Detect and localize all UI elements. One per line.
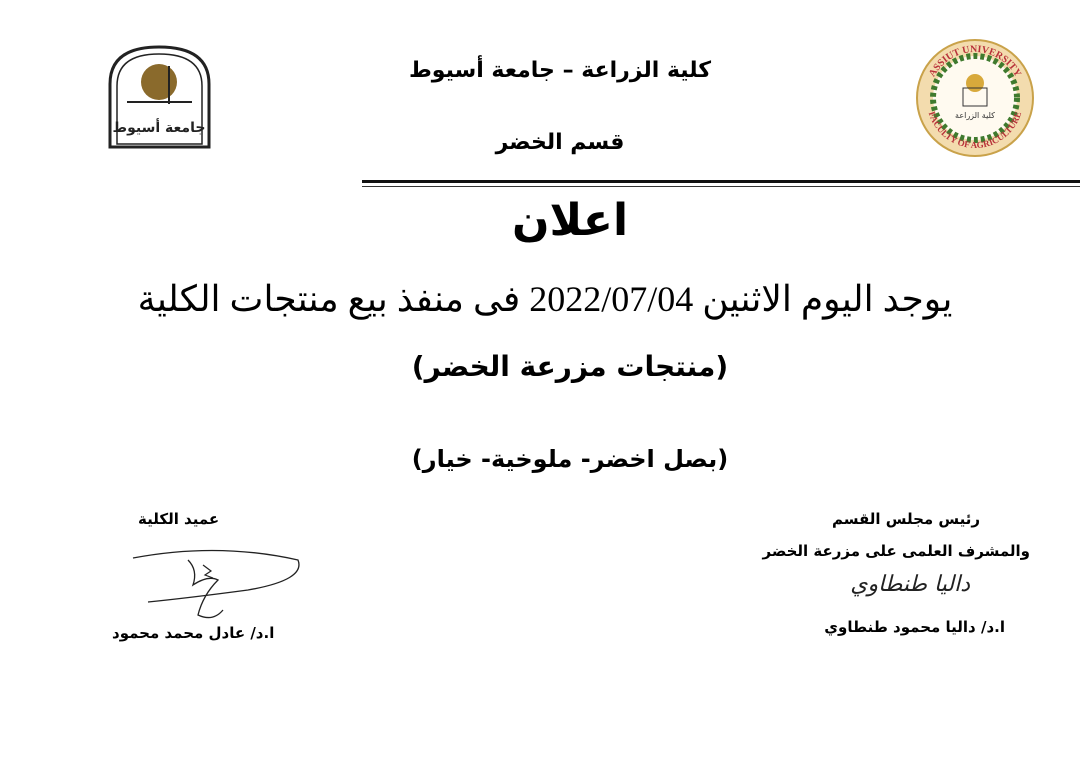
left-signatory-name: ا.د/ عادل محمد محمود <box>112 624 275 642</box>
assiut-university-logo <box>107 44 212 149</box>
right-signature: داليا طنطاوي <box>850 572 970 597</box>
assiut-faculty-seal <box>915 38 1035 158</box>
right-signatory-role: رئيس مجلس القسم <box>831 510 980 528</box>
announcement-line-date: يوجد اليوم الاثنين 2022/07/04 فى منفذ بيع منتجات الكلية <box>137 279 953 319</box>
announcement-line-products: (منتجات مزرعة الخضر) <box>411 350 729 383</box>
svg-text:FACULTY OF AGRICULTURE: FACULTY OF AGRICULTURE <box>926 110 1024 151</box>
announcement-title: اعلان <box>511 195 629 246</box>
svg-text:كلية الزراعة: كلية الزراعة <box>955 111 995 120</box>
college-name: كلية الزراعة – جامعة أسيوط <box>408 58 712 83</box>
header-divider <box>362 180 1080 183</box>
announcement-line-items: (بصل اخضر- ملوخية- خيار) <box>411 445 729 473</box>
left-signatory-role: عميد الكلية <box>138 510 220 528</box>
header-divider-thin <box>362 186 1080 187</box>
right-signatory-role2: والمشرف العلمى على مزرعة الخضر <box>762 542 1030 560</box>
left-signature <box>128 540 308 634</box>
svg-text:ASSIUT UNIVERSITY: ASSIUT UNIVERSITY <box>926 43 1024 79</box>
right-signatory-name: ا.د/ داليا محمود طنطاوي <box>824 618 1005 636</box>
department-name: قسم الخضر <box>495 130 625 155</box>
svg-text:جامعة أسيوط: جامعة أسيوط <box>112 120 206 136</box>
